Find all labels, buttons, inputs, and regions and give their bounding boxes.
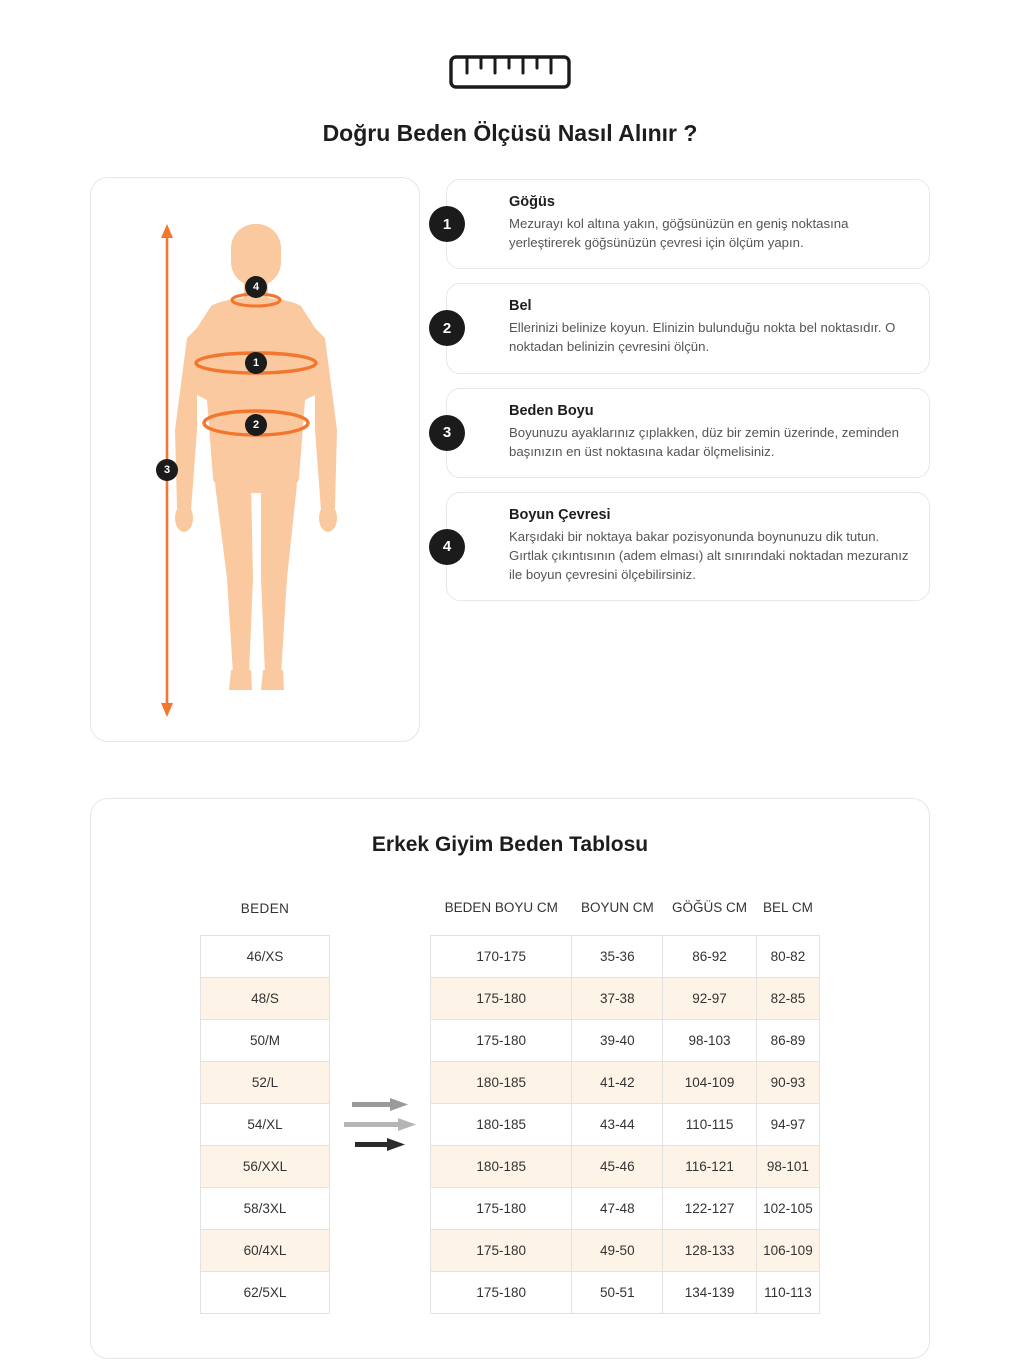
measurement-cell: 180-185	[431, 1061, 572, 1103]
step-title-chest: Göğüs	[509, 194, 555, 210]
measurement-cell: 50-51	[572, 1271, 663, 1313]
measurement-cell: 98-103	[663, 1019, 757, 1061]
size-cell: 62/5XL	[201, 1271, 330, 1313]
size-cell: 50/M	[201, 1019, 330, 1061]
chest-marker: 1	[245, 352, 267, 374]
waist-marker: 2	[245, 414, 267, 436]
measurement-cell: 106-109	[756, 1229, 819, 1271]
size-cell: 60/4XL	[201, 1229, 330, 1271]
size-table-card	[90, 798, 930, 1359]
step-text-chest: Mezurayı kol altına yakın, göğsünüzün en geniş noktasına yerleştirerek göğsünüzün çevresi için ölçüm yapın.	[509, 216, 849, 251]
ruler-icon	[448, 48, 572, 92]
measurement-header-2: GÖĞÜS CM	[672, 900, 748, 916]
measurement-cell: 128-133	[663, 1229, 757, 1271]
arrow-right-icon-1	[352, 1098, 408, 1111]
measurement-cell: 122-127	[663, 1187, 757, 1229]
measurement-cell: 175-180	[431, 1271, 572, 1313]
measurement-cell: 92-97	[663, 977, 757, 1019]
height-marker: 3	[156, 459, 178, 481]
measurement-cell: 110-115	[663, 1103, 757, 1145]
measurement-cell: 45-46	[572, 1145, 663, 1187]
step-neck	[442, 492, 930, 601]
size-cell: 52/L	[201, 1061, 330, 1103]
measurement-cell: 94-97	[756, 1103, 819, 1145]
arrows-group	[330, 883, 430, 1151]
measurement-cell: 102-105	[756, 1187, 819, 1229]
table-row	[431, 1271, 820, 1313]
measurement-guide-section	[0, 147, 1020, 742]
body-figure-card	[90, 177, 420, 742]
step-number-4: 4	[429, 529, 465, 565]
measurement-cell: 80-82	[756, 935, 819, 977]
step-chest	[442, 179, 930, 269]
step-text-neck: Karşıdaki bir noktaya bakar pozisyonunda boynunuzu dik tutun. Gırtlak çıkıntısının (adem elması) alt sınırındaki noktadan mezuranız ile boyun çevresini ölçebilirsiniz.	[509, 528, 909, 583]
step-text-waist: Ellerinizi belinize koyun. Elinizin bulunduğu nokta bel noktasıdır. O noktadan belinizin çevresini ölçün.	[509, 320, 896, 355]
step-number-1: 1	[429, 206, 465, 242]
size-row	[201, 1187, 330, 1229]
measurement-header-row	[431, 883, 820, 935]
step-title-neck: Boyun Çevresi	[509, 506, 611, 523]
table-row	[431, 935, 820, 977]
size-row	[201, 935, 330, 977]
measurement-cell: 37-38	[572, 977, 663, 1019]
size-row	[201, 1019, 330, 1061]
size-row	[201, 1145, 330, 1187]
steps-list	[442, 177, 930, 601]
step-text-height: Boyunuzu ayaklarınız çıplakken, düz bir zemin üzerinde, zeminden başınızın en üst noktasına kadar ölçmelisiniz.	[509, 424, 899, 459]
table-row	[431, 1103, 820, 1145]
size-header-row	[201, 883, 330, 935]
table-row	[431, 1019, 820, 1061]
measurement-cell: 47-48	[572, 1187, 663, 1229]
size-row	[201, 1061, 330, 1103]
measurement-cell: 134-139	[663, 1271, 757, 1313]
size-column-table	[200, 883, 330, 1314]
measurement-cell: 104-109	[663, 1061, 757, 1103]
measurement-cell: 175-180	[431, 1187, 572, 1229]
table-row	[431, 1145, 820, 1187]
size-row	[201, 1103, 330, 1145]
step-number-2: 2	[429, 310, 465, 346]
size-row	[201, 1229, 330, 1271]
step-number-3: 3	[429, 415, 465, 451]
measurement-body	[431, 935, 820, 1313]
measurement-cell: 110-113	[756, 1271, 819, 1313]
arrow-right-icon-2	[344, 1118, 416, 1131]
measurement-header-0: BEDEN BOYU CM	[444, 900, 558, 916]
ruler-icon-container	[0, 0, 1020, 92]
measurement-cell: 170-175	[431, 935, 572, 977]
neck-marker: 4	[245, 276, 267, 298]
measurement-cell: 86-89	[756, 1019, 819, 1061]
page-title: Doğru Beden Ölçüsü Nasıl Alınır ?	[322, 120, 698, 146]
measurement-cell: 35-36	[572, 935, 663, 977]
measurement-cell: 180-185	[431, 1103, 572, 1145]
size-row	[201, 977, 330, 1019]
size-cell: 56/XXL	[201, 1145, 330, 1187]
table-row	[431, 1187, 820, 1229]
size-cell: 48/S	[201, 977, 330, 1019]
measurement-cell: 90-93	[756, 1061, 819, 1103]
body-illustration	[91, 178, 421, 743]
step-title-waist: Bel	[509, 298, 532, 315]
table-row	[431, 1061, 820, 1103]
measurement-cell: 98-101	[756, 1145, 819, 1187]
step-title-height: Beden Boyu	[509, 402, 594, 419]
measurement-cell: 175-180	[431, 1229, 572, 1271]
size-header: BEDEN	[240, 901, 290, 917]
measurement-cell: 175-180	[431, 977, 572, 1019]
measurement-cell: 41-42	[572, 1061, 663, 1103]
step-waist	[442, 283, 930, 373]
measurement-cell: 39-40	[572, 1019, 663, 1061]
measurement-cell: 49-50	[572, 1229, 663, 1271]
measurement-header-3: BEL CM	[763, 900, 813, 916]
table-row	[431, 1229, 820, 1271]
step-height	[442, 388, 930, 478]
size-cell: 58/3XL	[201, 1187, 330, 1229]
measurement-header-1: BOYUN CM	[580, 900, 654, 916]
measurement-table	[430, 883, 820, 1314]
measurement-cell: 86-92	[663, 935, 757, 977]
measurement-cell: 43-44	[572, 1103, 663, 1145]
size-table-title: Erkek Giyim Beden Tablosu	[371, 833, 649, 856]
measurement-cell: 180-185	[431, 1145, 572, 1187]
measurement-cell: 175-180	[431, 1019, 572, 1061]
size-row	[201, 1271, 330, 1313]
measurement-cell: 116-121	[663, 1145, 757, 1187]
measurement-cell: 82-85	[756, 977, 819, 1019]
size-body	[201, 935, 330, 1313]
size-cell: 54/XL	[201, 1103, 330, 1145]
size-cell: 46/XS	[201, 935, 330, 977]
table-row	[431, 977, 820, 1019]
arrow-right-icon-3	[355, 1138, 405, 1151]
